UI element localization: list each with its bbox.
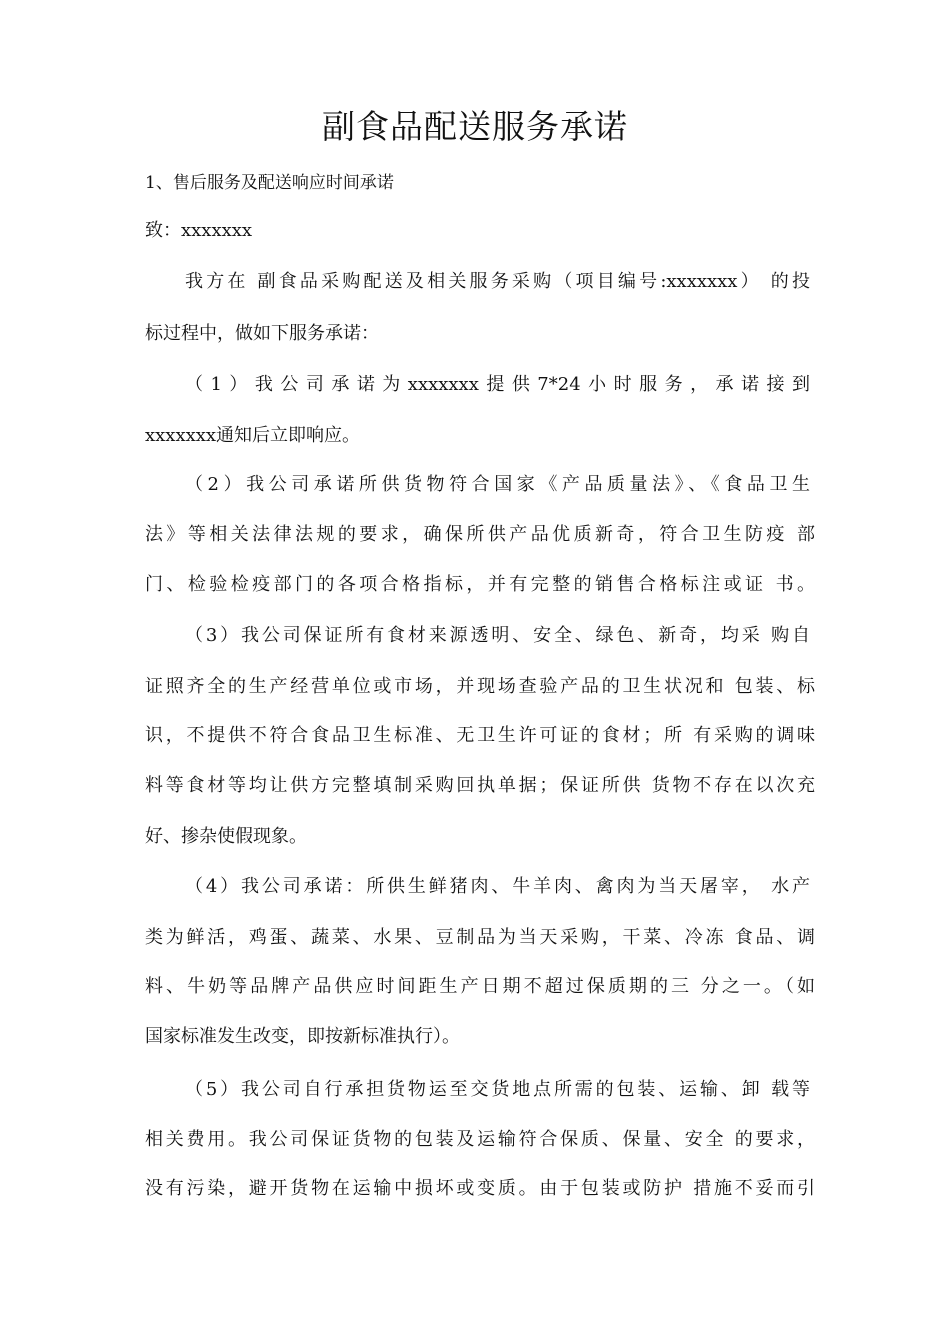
body-line: 证照齐全的生产经营单位或市场，并现场查验产品的卫生状况和 包装、标	[145, 676, 815, 697]
salutation: 致：xxxxxxx	[145, 220, 253, 241]
body-line: xxxxxxx通知后立即响应。	[145, 425, 361, 446]
body-line: 法》等相关法律法规的要求，确保所供产品优质新奇，符合卫生防疫 部	[145, 524, 815, 545]
body-line: （5）我公司自行承担货物运至交货地点所需的包装、运输、卸 载等	[185, 1079, 810, 1100]
body-line: 没有污染，避开货物在运输中损坏或变质。由于包装或防护 措施不妥而引	[145, 1178, 815, 1199]
body-line: 门、检验检疫部门的各项合格指标，并有完整的销售合格标注或证 书。	[145, 574, 815, 595]
body-line: （4）我公司承诺：所供生鲜猪肉、牛羊肉、禽肉为当天屠宰， 水产	[185, 876, 810, 897]
body-line: （1）我公司承诺为xxxxxxx提供7*24小时服务，承诺接到	[185, 374, 810, 395]
body-line: 识，不提供不符合食品卫生标准、无卫生许可证的食材；所 有采购的调味	[145, 725, 815, 746]
body-line: 好、掺杂使假现象。	[145, 826, 307, 847]
body-line: 相关费用。我公司保证货物的包装及运输符合保质、保量、安全 的要求，	[145, 1129, 815, 1150]
body-line: （2）我公司承诺所供货物符合国家《产品质量法》、《食品卫生	[185, 474, 810, 495]
body-line: 我方在 副食品采购配送及相关服务采购（项目编号:xxxxxxx） 的投	[185, 271, 810, 292]
body-line: 标过程中，做如下服务承诺：	[145, 323, 379, 344]
body-line: 料等食材等均让供方完整填制采购回执单据；保证所供 货物不存在以次充	[145, 775, 815, 796]
section-heading: 1、售后服务及配送响应时间承诺	[145, 173, 394, 193]
body-line: 类为鲜活，鸡蛋、蔬菜、水果、豆制品为当天采购，干菜、冷冻 食品、调	[145, 927, 815, 948]
body-line: 料、牛奶等品牌产品供应时间距生产日期不超过保质期的三 分之一。（如	[145, 976, 815, 997]
body-line: （3）我公司保证所有食材来源透明、安全、绿色、新奇，均采 购自	[185, 625, 810, 646]
document-title: 副食品配送服务承诺	[322, 107, 628, 146]
body-line: 国家标准发生改变，即按新标准执行）。	[145, 1026, 460, 1047]
